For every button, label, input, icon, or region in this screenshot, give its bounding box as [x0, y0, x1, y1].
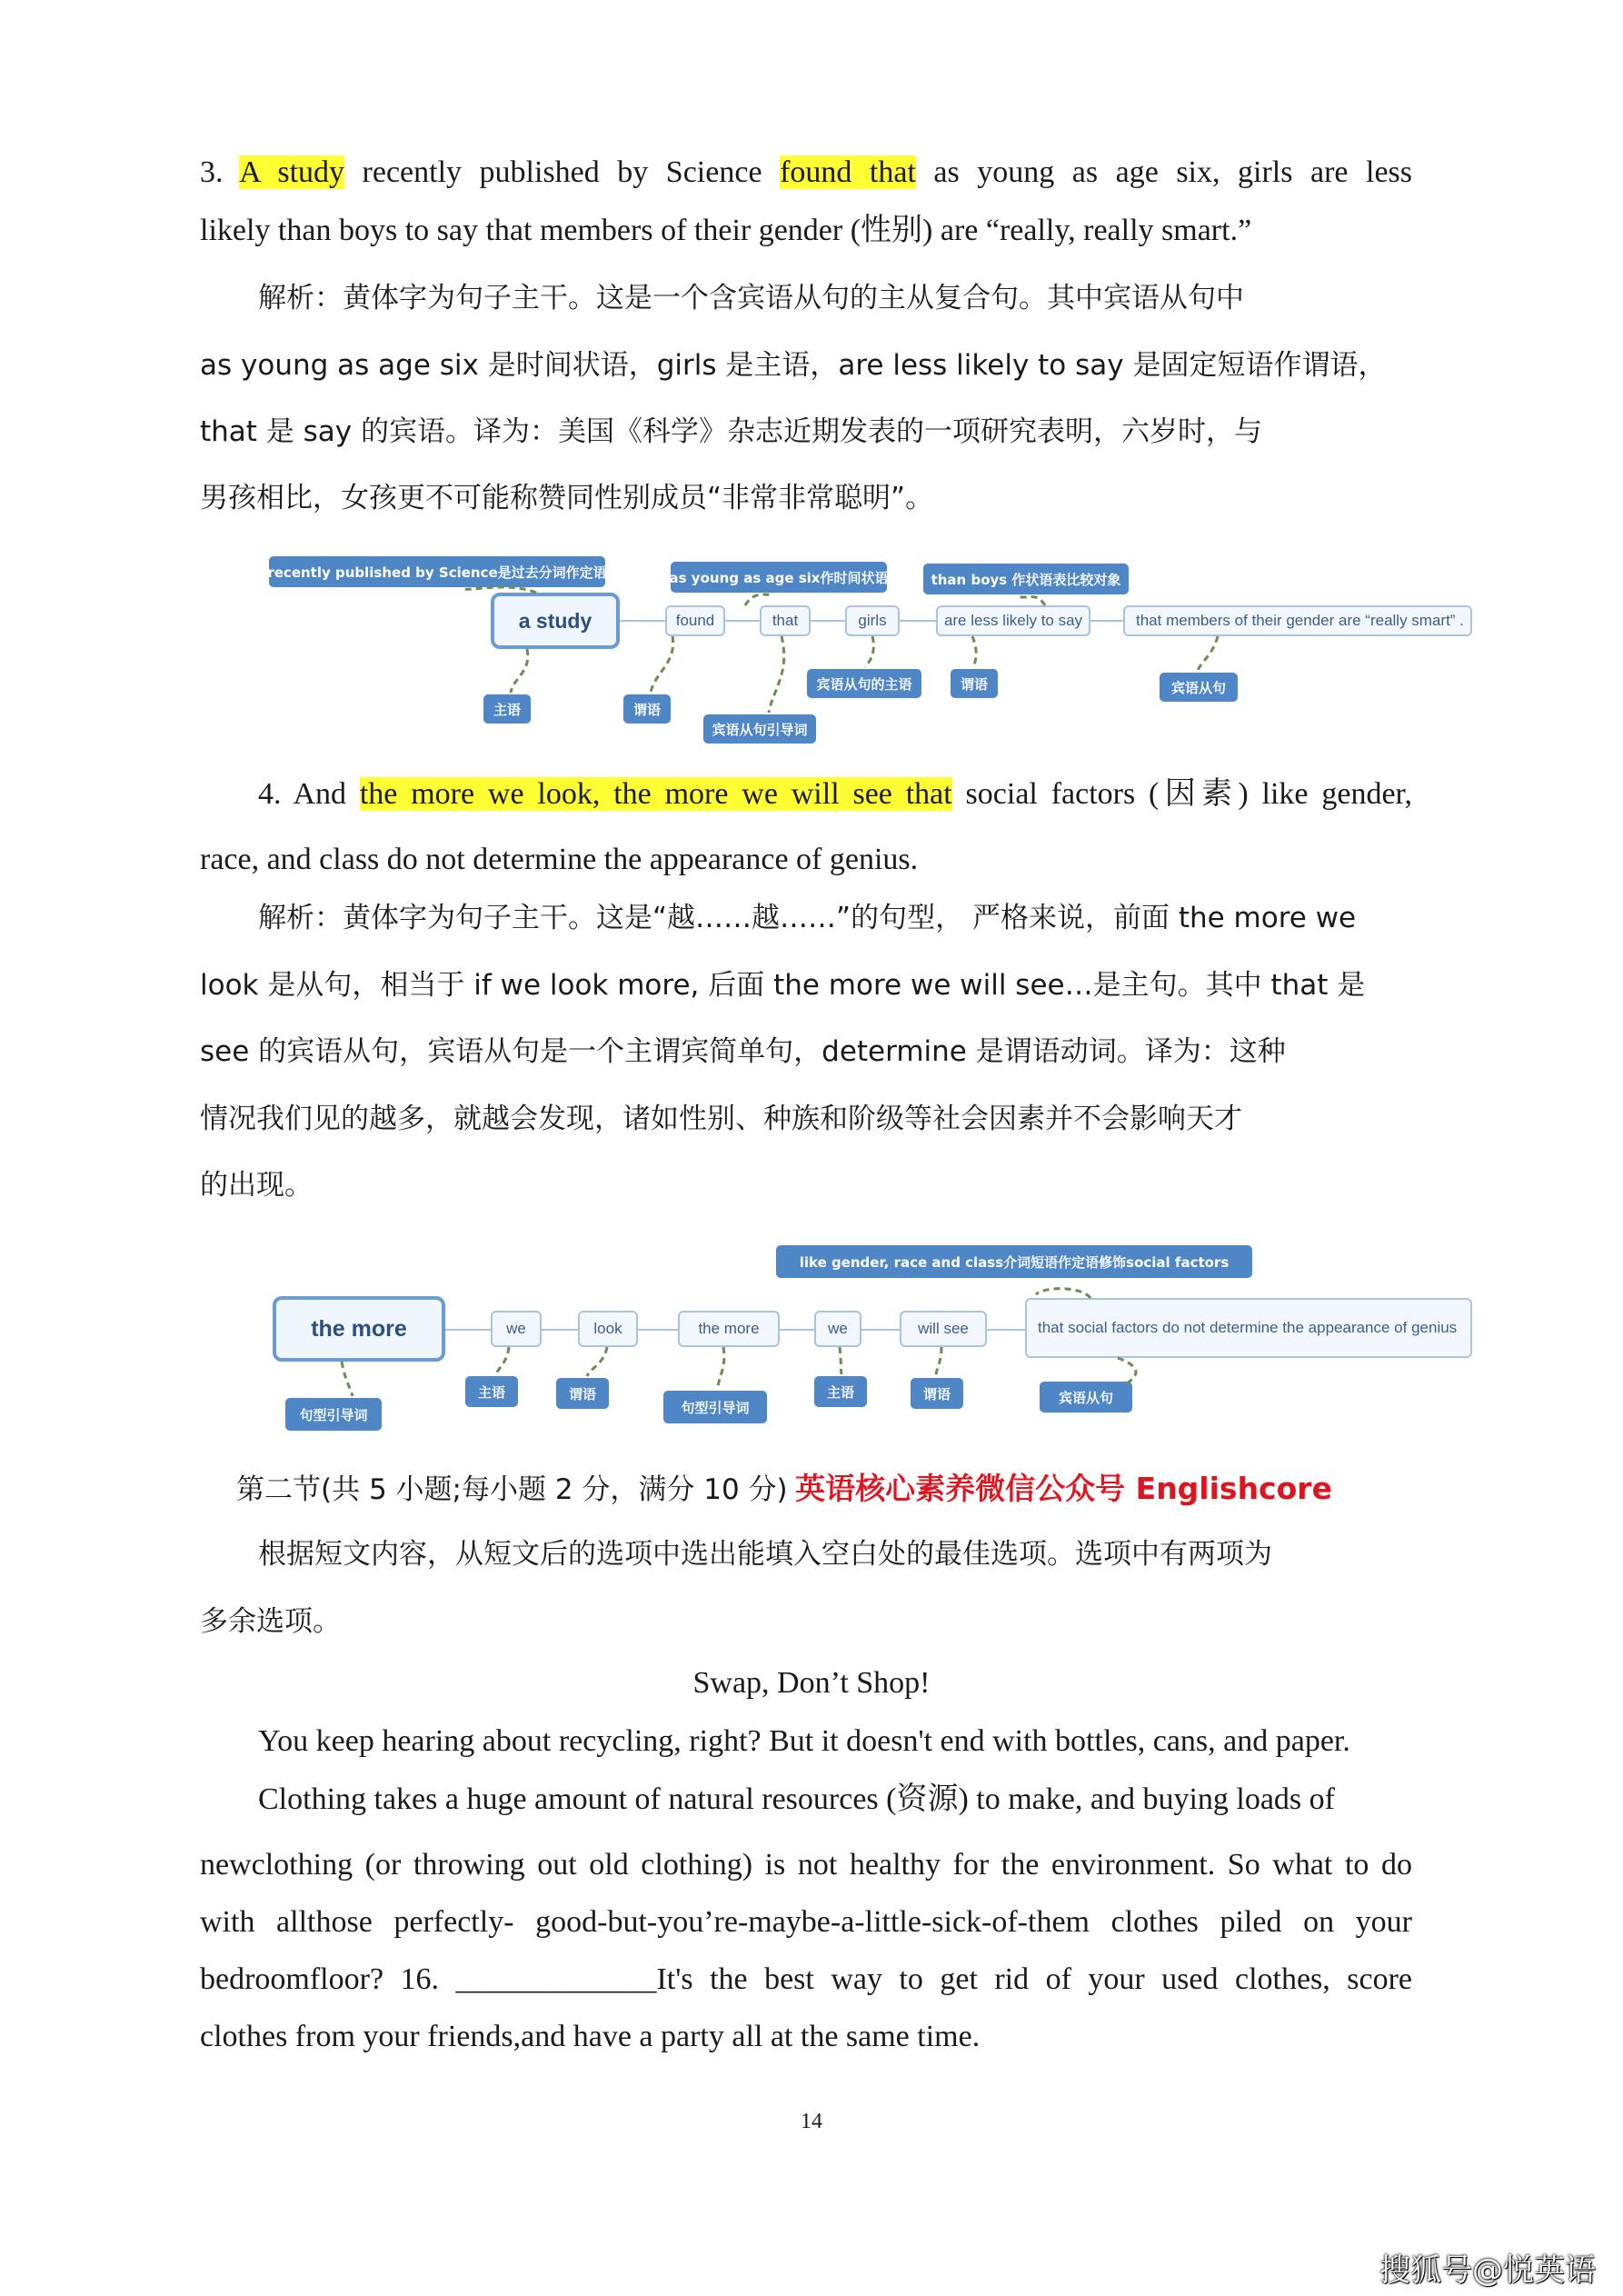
diagram2-tag-pattern: 句型引导词: [285, 1398, 382, 1431]
q4-analysis-3: see 的宾语从句，宾语从句是一个主谓宾简单句，determine 是谓语动词。译为：这种: [200, 1035, 1286, 1068]
passage-line-4: with allthose perfectly- good-but-you’re-maybe-a-little-sick-of-them clothes piled on your: [200, 1905, 1412, 1939]
q4-text-end: social factors (因素) like gender,: [951, 777, 1412, 811]
q3-analysis-1: 解析：黄体字为句子主干。这是一个含宾语从句的主从复合句。其中宾语从句中: [258, 282, 1244, 314]
diagram1-tag-subject: 主语: [483, 694, 531, 724]
passage-line-2: Clothing takes a huge amount of natural resources (资源) to make, and buying loads of: [258, 1782, 1335, 1816]
diagram1-word-found: found: [665, 605, 725, 636]
promo-text: 英语核心素养微信公众号 Englishcore: [795, 1471, 1332, 1506]
diagram2-root: the more: [273, 1296, 445, 1362]
q3-highlight-verb: found that: [780, 155, 916, 189]
instruction-2: 多余选项。: [200, 1605, 341, 1638]
diagram1-tag-connective: 宾语从句引导词: [703, 714, 816, 744]
q3-analysis-4: 男孩相比，女孩更不可能称赞同性别成员“非常非常聪明”。: [200, 482, 934, 514]
q4-analysis-1: 解析：黄体字为句子主干。这是“越……越……”的句型， 严格来说，前面 the more we: [258, 902, 1357, 934]
diagram1-tag-clause-predicate: 谓语: [951, 669, 998, 698]
passage-title: Swap, Don’t Shop!: [692, 1666, 931, 1700]
diagram1-tag-object-clause: 宾语从句: [1160, 673, 1238, 702]
diagram1-tag-clause-subject: 宾语从句的主语: [807, 669, 921, 698]
q3-highlight-subject: A study: [239, 155, 345, 189]
q4-analysis-2: look 是从句，相当于 if we look more, 后面 the more we will see…是主句。其中 that 是: [200, 969, 1366, 1002]
q3-text-end: as young as age six, girls are less: [915, 155, 1413, 189]
q3-line2: likely than boys to say that members of their gender (性别) are “really, really smart.”: [200, 214, 1252, 247]
section-heading-line: [236, 1469, 1332, 1510]
q4-highlight: the more we look, the more we will see that: [359, 777, 952, 811]
passage-line-3: newclothing (or throwing out old clothing) is not healthy for the environment. So what to do: [200, 1848, 1412, 1882]
diagram1-tag-compare: than boys 作状语表比较对象: [923, 564, 1129, 594]
diagram2-word-we-2: we: [814, 1311, 861, 1347]
diagram1-tag-predicate: 谓语: [623, 694, 671, 724]
instruction-1: 根据短文内容，从短文后的选项中选出能填入空白处的最佳选项。选项中有两项为: [258, 1538, 1272, 1571]
diagram2-word-the-more: the more: [678, 1311, 780, 1347]
q3-text: recently published by Science: [344, 155, 781, 189]
passage-line-6: clothes from your friends,and have a party all at the same time.: [200, 2020, 981, 2053]
diagram2-word-will-see: will see: [900, 1311, 987, 1347]
diagram1-tag-participle: recently published by Science是过去分词作定语: [269, 556, 605, 587]
diagram2-word-object-clause: that social factors do not determine the appearance of genius: [1025, 1298, 1472, 1358]
diagram1-word-that: that: [760, 605, 811, 636]
diagram1-word-object-clause: that members of their gender are “really smart” .: [1123, 605, 1472, 636]
q4-analysis-4: 情况我们见的越多，就越会发现，诸如性别、种族和阶级等社会因素并不会影响天才: [200, 1103, 1242, 1135]
diagram1-word-girls: girls: [845, 605, 900, 636]
diagram2-tag-modifier: like gender, race and class介词短语作定语修饰social factors: [776, 1245, 1252, 1278]
q4-line2: race, and class do not determine the appearance of genius.: [200, 843, 919, 876]
diagram2-word-look: look: [578, 1311, 638, 1347]
diagram2-tag-subject: 主语: [465, 1376, 518, 1407]
diagram1-root: a study: [491, 593, 620, 649]
page-number: 14: [801, 2110, 822, 2133]
diagram2-tag-pattern-2: 句型引导词: [663, 1391, 767, 1423]
diagram1-word-predicate: are less likely to say: [936, 605, 1090, 636]
passage-line-5: bedroomfloor? 16. _____________It's the best way to get rid of your used clothes, score: [200, 1962, 1412, 1996]
diagram2-word-we: we: [491, 1311, 542, 1347]
q3-analysis-2: as young as age six 是时间状语，girls 是主语，are less likely to say 是固定短语作谓语，: [200, 349, 1387, 382]
q4-number: 4. And: [258, 777, 360, 811]
diagram2-tag-object-clause: 宾语从句: [1040, 1382, 1132, 1413]
diagram1-tag-time: as young as age six作时间状语: [671, 562, 887, 593]
diagram2-tag-predicate: 谓语: [556, 1378, 609, 1409]
diagram2-tag-predicate-2: 谓语: [911, 1378, 963, 1409]
q3-number: 3.: [200, 155, 224, 189]
watermark: 搜狐号@悦英语: [1379, 2252, 1596, 2289]
diagram2-tag-subject-2: 主语: [814, 1376, 867, 1407]
q3-analysis-3: that 是 say 的宾语。译为：美国《科学》杂志近期发表的一项研究表明，六岁时，与: [200, 415, 1263, 448]
section-heading: 第二节(共 5 小题;每小题 2 分，满分 10 分): [236, 1473, 788, 1506]
passage-line-1: You keep hearing about recycling, right? But it doesn't end with bottles, cans, and paper.: [258, 1724, 1350, 1758]
q4-analysis-5: 的出现。: [200, 1169, 313, 1202]
